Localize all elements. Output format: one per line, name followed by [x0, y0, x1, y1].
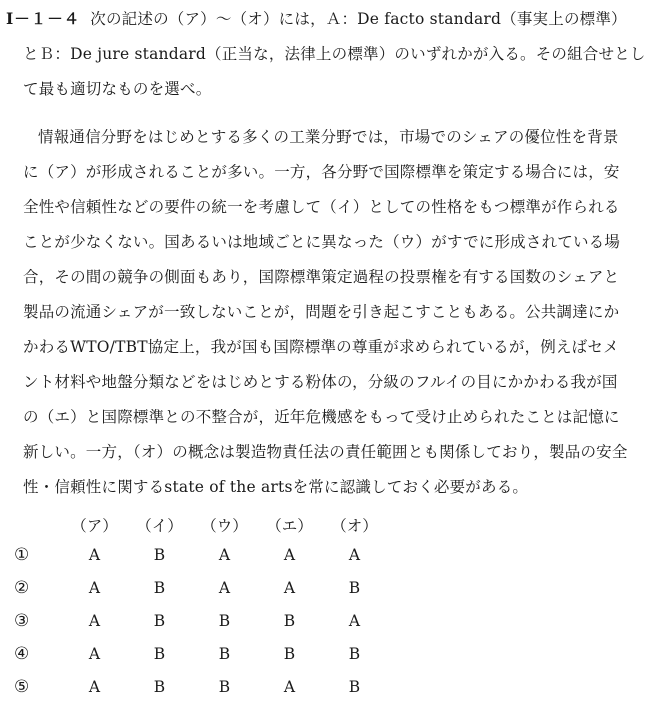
choice-cell: B [348, 578, 361, 597]
choice-cell: B [153, 644, 166, 663]
choice-cell: A [88, 677, 101, 696]
choice-cell: A [283, 578, 296, 597]
choice-cell: A [348, 545, 361, 564]
column-header: （ア） [71, 517, 118, 535]
header-spacer [14, 512, 62, 538]
choice-cell: B [218, 611, 231, 630]
question-stem-line-3: て最も適切なものを選べ。 [23, 80, 212, 98]
choice-row[interactable] [14, 604, 387, 637]
question-number: Ⅰ－１－４ [6, 9, 81, 28]
choice-cell: B [153, 578, 166, 597]
choice-cell: B [153, 611, 166, 630]
choice-row[interactable] [14, 670, 387, 703]
question-stem-line-1 [6, 9, 627, 29]
column-header: （イ） [136, 517, 183, 535]
choice-number: ① [14, 544, 30, 565]
passage-line: 性・信頼性に関するstate of the artsを常に認識しておく必要がある。 [23, 478, 529, 496]
column-header: （ウ） [201, 517, 248, 535]
question-stem-line-2: とＢ：De jure standard（正当な，法律上の標準）のいずれかが入る。その組合せとし [23, 45, 646, 63]
choice-cell: A [88, 611, 101, 630]
choice-cell: B [153, 677, 166, 696]
passage-line: ことが少なくない。国あるいは地域ごとに異なった（ウ）がすでに形成されている場 [23, 233, 621, 251]
choice-cell: A [88, 545, 101, 564]
choice-cell: A [218, 578, 231, 597]
choice-cell: A [88, 578, 101, 597]
passage-line: 全性や信頼性などの要件の統一を考慮して（イ）としての性格をもつ標準が作られる [23, 198, 620, 216]
passage-line: の（エ）と国際標準との不整合が，近年危機感をもって受け止められたことは記憶に [23, 408, 620, 426]
choice-number: ④ [14, 643, 30, 664]
passage-line: 情報通信分野をはじめとする多くの工業分野では，市場でのシェアの優位性を背景 [38, 128, 619, 146]
choice-row[interactable] [14, 637, 387, 670]
passage-line: ント材料や地盤分類などをはじめとする粉体の，分級のフルイの目にかかわる我が国 [23, 373, 618, 391]
choice-cell: A [283, 545, 296, 564]
choice-cell: B [218, 644, 231, 663]
choice-cell: B [283, 644, 296, 663]
passage-line: 新しい。一方，（オ）の概念は製造物責任法の責任範囲とも関係しており，製品の安全 [23, 443, 628, 461]
choice-cell: A [283, 677, 296, 696]
passage-line: 合，その間の競争の側面もあり，国際標準策定過程の投票権を有する国数のシェアと [23, 268, 620, 286]
choice-cell: B [348, 644, 361, 663]
passage-line: に（ア）が形成されることが多い。一方，各分野で国際標準を策定する場合には，安 [23, 163, 620, 181]
choice-number: ② [14, 577, 30, 598]
passage-line: かわるWTO/TBT協定上，我が国も国際標準の尊重が求められているが，例えばセメ [23, 338, 619, 356]
column-header: （エ） [266, 517, 313, 535]
passage-line: 製品の流通シェアが一致しないことが，問題を引き起こすこともある。公共調達にか [23, 303, 620, 321]
choice-cell: B [283, 611, 296, 630]
choices-table [14, 512, 387, 703]
choices-header-row [14, 512, 387, 538]
question-stem-text-1: 次の記述の（ア）～（オ）には，Ａ：De facto standard（事実上の標準） [90, 10, 627, 28]
choice-number: ⑤ [14, 676, 30, 697]
choice-cell: A [348, 611, 361, 630]
choice-row[interactable] [14, 538, 387, 571]
choice-row[interactable] [14, 571, 387, 604]
choice-cell: B [348, 677, 361, 696]
column-header: （オ） [331, 517, 378, 535]
choice-cell: B [153, 545, 166, 564]
choice-cell: A [218, 545, 231, 564]
choice-cell: B [218, 677, 231, 696]
choice-cell: A [88, 644, 101, 663]
choice-number: ③ [14, 610, 30, 631]
